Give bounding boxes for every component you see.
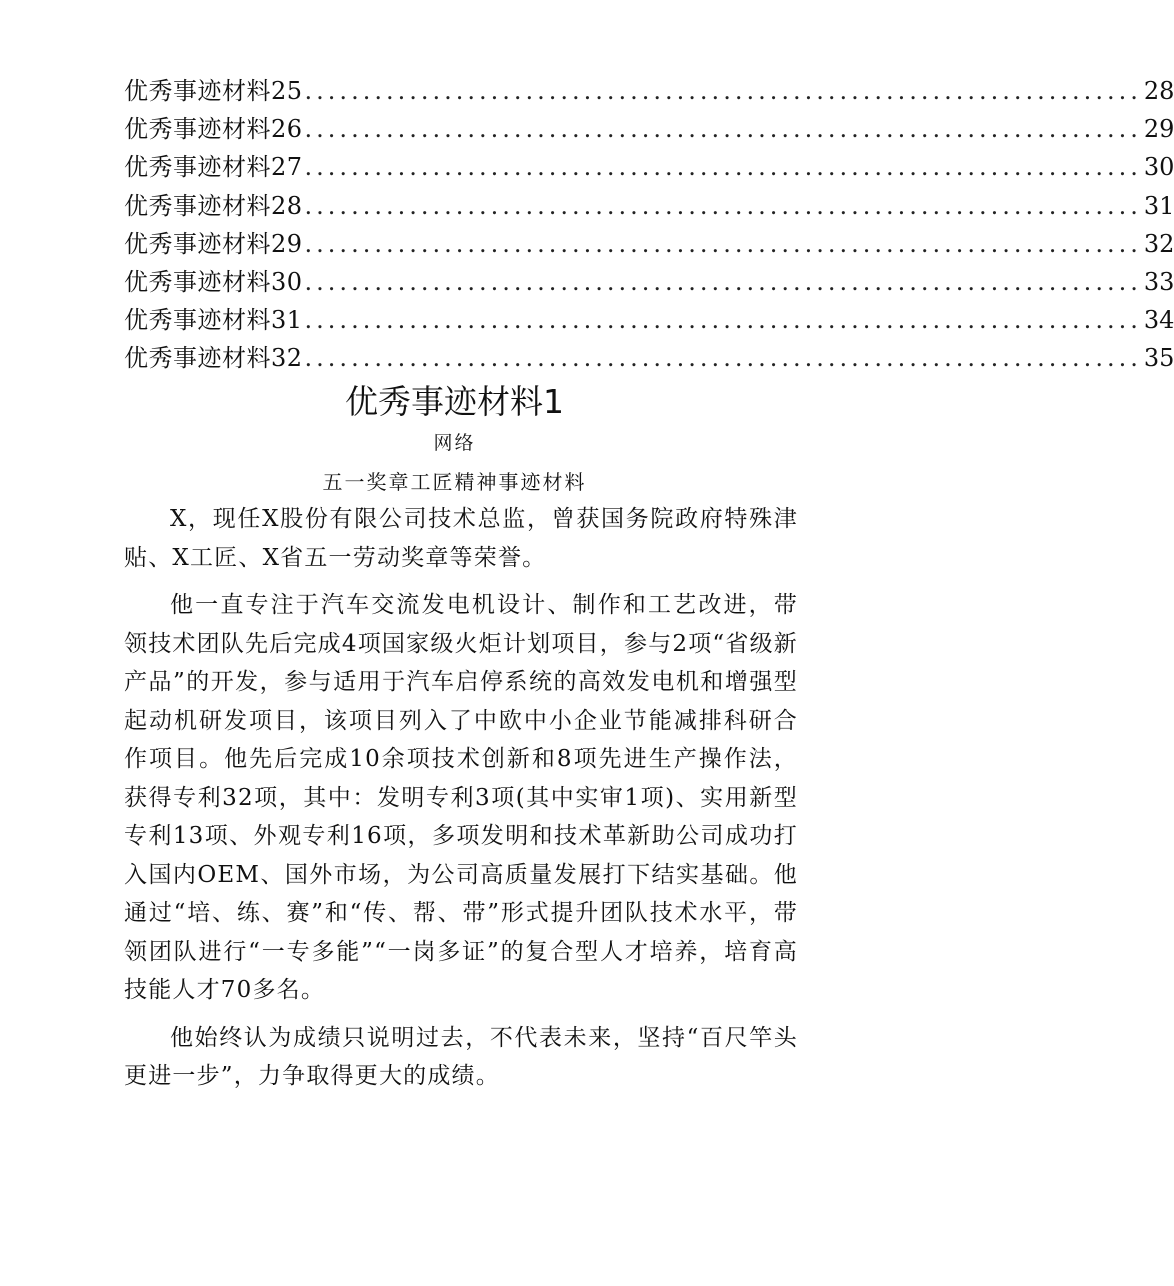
- toc-entry-page: 28: [1143, 77, 1174, 105]
- article-title: 优秀事迹材料1: [345, 382, 564, 421]
- toc-entry[interactable]: [124, 301, 1174, 339]
- toc-entry-page: 35: [1143, 344, 1174, 373]
- toc-entry-label: 优秀事迹材料29: [124, 229, 303, 258]
- toc-entry[interactable]: [124, 187, 1174, 225]
- toc-entry[interactable]: [124, 72, 1174, 110]
- article-source: 网络: [433, 432, 476, 454]
- toc-leader-dots: ........................................................................: [304, 344, 1142, 373]
- toc-leader-dots: ........................................................................: [304, 191, 1142, 220]
- toc-leader-dots: ........................................................................: [304, 267, 1142, 296]
- article-subtitle: 五一奖章工匠精神事迹材料: [322, 470, 587, 494]
- toc-leader-dots: ........................................................................: [304, 115, 1142, 144]
- article-body: [124, 500, 798, 1105]
- body-paragraph: 他一直专注于汽车交流发电机设计、制作和工艺改进，带领技术团队先后完成4项国家级火炬计划项目，参与2项“省级新产品”的开发，参与适用于汽车启停系统的高效发电机和增强型起动机研发项目，该项目列入了中欧中小企业节能减排科研合作项目。他先后完成10余项技术创新和8项先进生产操作法，获得专利32项，其中：发明专利3项(其中实审1项)、实用新型专利13项、外观专利16项，多项发明和技术革新助公司成功打入国内OEM、国外市场，为公司高质量发展打下结实基础。他通过“培、练、赛”和“传、帮、带”形式提升团队技术水平，带领团队进行“一专多能”“一岗多证”的复合型人才培养，培育高技能人才70多名。: [124, 592, 798, 1003]
- toc-entry[interactable]: [124, 148, 1174, 186]
- toc-entry-label: 优秀事迹材料32: [124, 344, 303, 373]
- toc-entry[interactable]: [124, 263, 1174, 301]
- toc-entry-page: 34: [1143, 306, 1174, 335]
- toc-entry[interactable]: [124, 110, 1174, 148]
- toc-leader-dots: ........................................................................: [304, 306, 1142, 335]
- toc-entry-label: 优秀事迹材料28: [124, 191, 303, 220]
- toc-entry-page: 29: [1143, 115, 1174, 144]
- toc-entry-label: 优秀事迹材料31: [124, 306, 303, 335]
- toc-entry[interactable]: [124, 339, 1174, 377]
- body-paragraph: X，现任X股份有限公司技术总监，曾获国务院政府特殊津贴、X工匠、X省五一劳动奖章等荣誉。: [124, 506, 798, 571]
- toc-entry-page: 31: [1143, 191, 1174, 220]
- toc-entry-label: 优秀事迹材料30: [124, 267, 303, 296]
- toc-entry-page: 33: [1143, 267, 1174, 296]
- toc-entry[interactable]: [124, 225, 1174, 263]
- toc-entry-page: 32: [1143, 229, 1174, 258]
- toc-entry-label: 优秀事迹材料25: [124, 77, 303, 105]
- toc-entry-label: 优秀事迹材料27: [124, 153, 303, 182]
- body-paragraph: 他始终认为成绩只说明过去，不代表未来，坚持“百尺竿头更进一步”，力争取得更大的成绩。: [124, 1024, 798, 1089]
- toc-leader-dots: ........................................................................: [304, 229, 1142, 258]
- table-of-contents: [124, 72, 1174, 378]
- toc-entry-label: 优秀事迹材料26: [124, 115, 303, 144]
- toc-entry-page: 30: [1143, 153, 1174, 182]
- toc-leader-dots: ........................................................................: [304, 77, 1142, 105]
- toc-leader-dots: ........................................................................: [304, 153, 1142, 182]
